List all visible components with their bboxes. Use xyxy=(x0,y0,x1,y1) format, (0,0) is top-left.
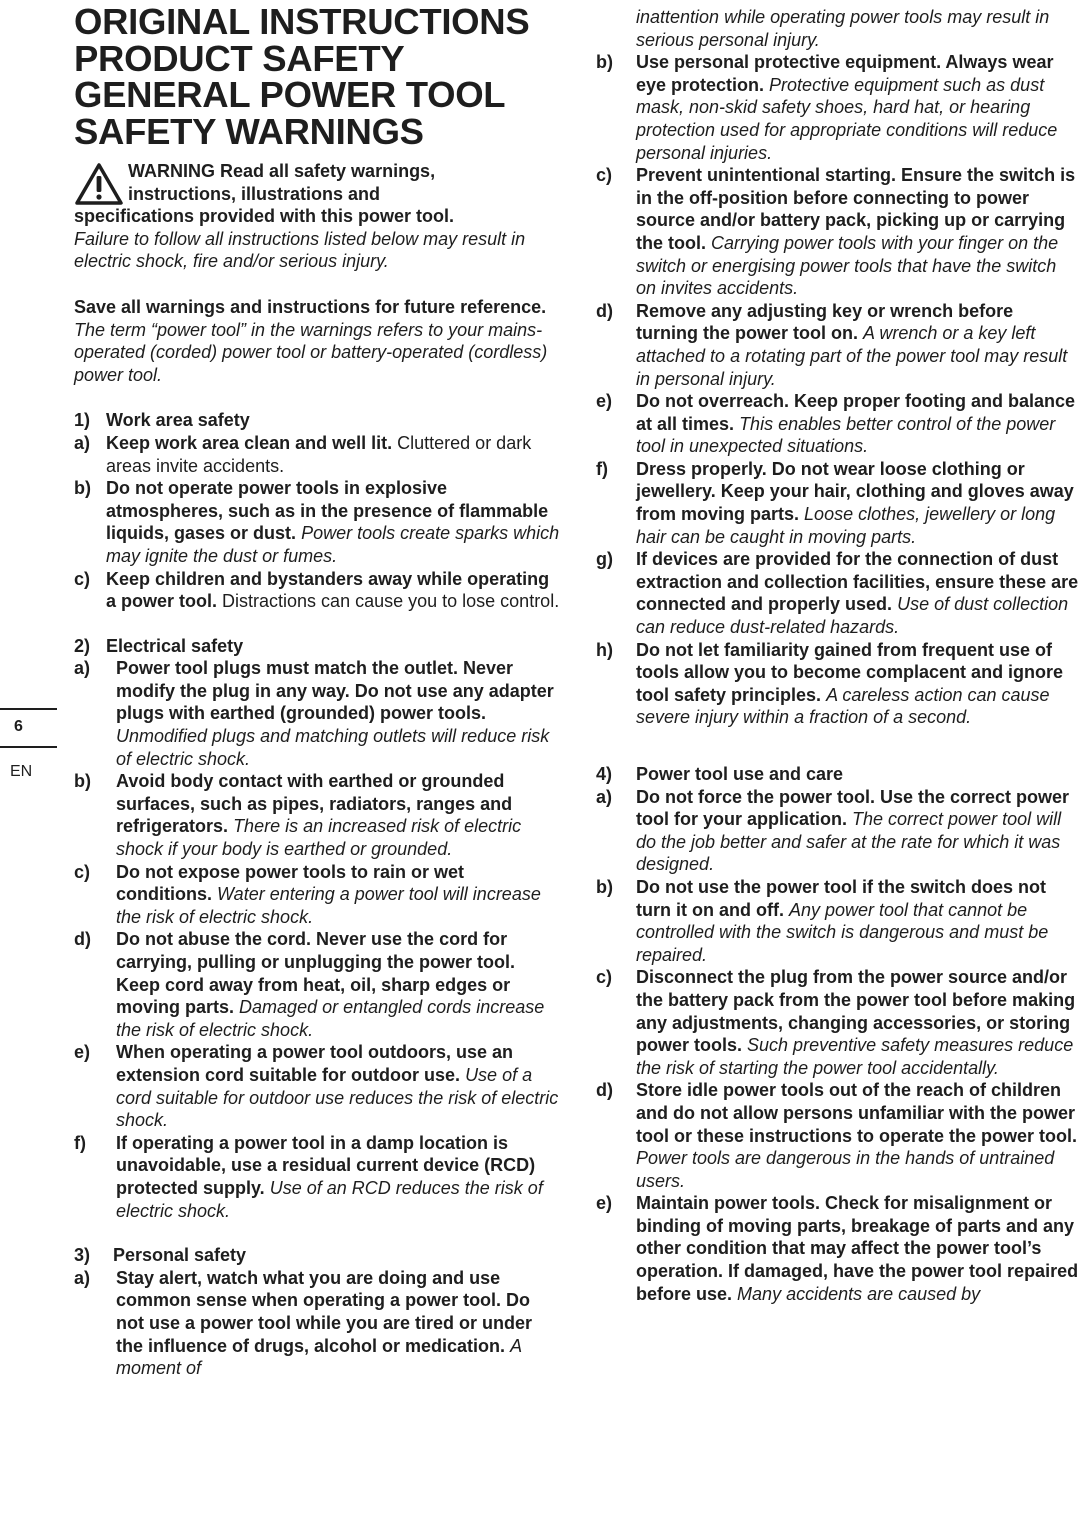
list-item xyxy=(74,432,560,477)
warning-heading: WARNING Read all safety warnings, xyxy=(128,161,436,181)
section-number: 2) xyxy=(74,635,91,656)
item-bold: Do not overreach. Keep proper footing and balance at all times. xyxy=(636,391,1076,434)
section-heading xyxy=(74,635,560,658)
item-label: g) xyxy=(596,549,613,570)
item-bold: Keep children and bystanders away while operating a power tool. xyxy=(106,568,550,612)
section-number: 1) xyxy=(74,410,91,431)
list-item xyxy=(596,1192,1080,1305)
item-label: d) xyxy=(596,1080,613,1101)
list-item xyxy=(74,1267,560,1380)
item-bold: Do not expose power tools to rain or wet conditions. xyxy=(116,861,465,905)
list-item xyxy=(74,657,560,770)
list-item xyxy=(74,770,560,860)
item-bold: Disconnect the plug from the power source and/or the battery pack from the power tool before making any adjustments, changing accessories, or storing power tools. xyxy=(636,967,1076,1056)
item-bold: Do not abuse the cord. Never use the cord for carrying, pulling or unplugging the power tool. Keep cord away from heat, oil, sharp edges or moving parts. xyxy=(116,929,515,1018)
list-item xyxy=(596,876,1080,966)
item-text: Use of a cord suitable for outdoor use reduces the risk of electric shock. xyxy=(116,1064,559,1131)
list-item xyxy=(596,786,1080,876)
power-tool-definition: The term “power tool” in the warnings refers to your mains-operated (corded) power tool or battery-operated (cordless) power tool. xyxy=(74,319,548,385)
warning-triangle-icon xyxy=(74,162,124,206)
list-item xyxy=(74,928,560,1041)
item-label: e) xyxy=(74,1042,91,1063)
item-text: Unmodified plugs and matching outlets will reduce risk of electric shock. xyxy=(116,726,550,769)
item-bold: Do not operate power tools in explosive atmospheres, such as in the presence of flammable liquids, gases or dust. xyxy=(106,478,549,544)
title-line: ORIGINAL INSTRUCTIONS xyxy=(74,1,530,42)
section-title: Power tool use and care xyxy=(636,764,844,784)
list-item xyxy=(596,390,1080,458)
item-bold: Do not use the power tool if the switch does not turn it on and off. xyxy=(636,876,1047,920)
title-line: SAFETY WARNINGS xyxy=(74,110,424,152)
item-bold: Dress properly. Do not wear loose clothing or jewellery. Keep your hair, clothing and gloves away from moving parts. xyxy=(636,458,1074,525)
list-item xyxy=(596,458,1080,548)
item-text: The correct power tool will do the job better and safer at the rate for which it was designed. xyxy=(636,809,1062,875)
item-bold: Stay alert, watch what you are doing and use common sense when operating a power tool. Do not use a power tool while you are tired or under the influence of drugs, alcohol or medication. xyxy=(116,1267,533,1356)
list-item xyxy=(596,966,1080,1079)
item-text: Use of an RCD reduces the risk of electric shock. xyxy=(116,1177,543,1221)
title-line: PRODUCT SAFETY xyxy=(74,37,405,79)
item-label: a) xyxy=(74,432,91,453)
list-item xyxy=(74,568,560,613)
item-label: a) xyxy=(74,658,91,679)
item-text: Power tools create sparks which may ignite the dust or fumes. xyxy=(106,523,560,566)
item-text: Protective equipment such as dust mask, non-skid safety shoes, hard hat, or hearing protection used for appropriate conditions will reduce personal injuries. xyxy=(636,74,1058,163)
item-text: Loose clothes, jewellery or long hair can be caught in moving parts. xyxy=(636,504,1056,547)
section-number: 3) xyxy=(74,1245,91,1266)
list-item xyxy=(596,51,1080,164)
item-bold: Maintain power tools. Check for misalignment or binding of moving parts, breakage of parts and any other condition that may affect the power tool’s operation. If damaged, have the power tool repaired before use. xyxy=(636,1193,1079,1304)
item-bold: Store idle power tools out of the reach of children and do not allow persons unfamiliar with the power tool or these instructions to operate the power tool. xyxy=(636,1080,1078,1146)
item-text: Distractions can cause you to lose control. xyxy=(222,591,560,612)
item-label: e) xyxy=(596,391,613,412)
item-text: Such preventive safety measures reduce the risk of starting the power tool accidentally. xyxy=(636,1035,1074,1078)
item-label: c) xyxy=(74,568,91,589)
item-label: a) xyxy=(74,1267,91,1288)
list-item xyxy=(596,1079,1080,1192)
section-title: Electrical safety xyxy=(106,635,244,656)
item-text: Damaged or entangled cords increase the risk of electric shock. xyxy=(116,997,545,1040)
item-label: c) xyxy=(74,861,91,882)
list-item xyxy=(596,164,1080,300)
warning-heading: instructions, illustrations and xyxy=(128,183,381,204)
item-label: c) xyxy=(596,165,613,186)
item-text: Carrying power tools with your finger on the switch or energising power tools that have the switch on invites accidents. xyxy=(636,232,1059,299)
item-bold: Do not let familiarity gained from frequent use of tools allow you to become complacent and ignore tool safety principles. xyxy=(636,639,1064,705)
item-text: A wrench or a key left attached to a rotating part of the power tool may result in personal injury. xyxy=(636,323,1068,389)
item-label: e) xyxy=(596,1193,613,1214)
item-bold: Avoid body contact with earthed or grounded surfaces, such as pipes, radiators, ranges and refrigerators. xyxy=(116,771,513,837)
title-line: GENERAL POWER TOOL xyxy=(74,74,506,115)
item-bold: When operating a power tool outdoors, use an extension cord suitable for outdoor use. xyxy=(116,1042,514,1085)
save-instructions: Save all warnings and instructions for future reference. xyxy=(74,296,547,317)
item-text: Water entering a power tool will increase the risk of electric shock. xyxy=(116,884,541,927)
section-heading xyxy=(74,1244,560,1267)
list-item xyxy=(74,861,560,929)
item-label: b) xyxy=(596,52,613,73)
item-text: Power tools are dangerous in the hands of untrained users. xyxy=(636,1148,1055,1191)
item-bold: Use personal protective equipment. Always wear eye protection. xyxy=(636,52,1054,95)
item-text: Cluttered or dark areas invite accidents. xyxy=(106,432,532,476)
item-bold: Do not force the power tool. Use the correct power tool for your application. xyxy=(636,786,1070,830)
warning-block xyxy=(74,160,560,273)
list-item xyxy=(596,300,1080,390)
item-text: A careless action can cause severe injury within a fraction of a second. xyxy=(636,684,1050,728)
item-label: h) xyxy=(596,639,613,660)
section-title: Work area safety xyxy=(106,410,250,431)
item-text: A moment of xyxy=(116,1335,522,1379)
item-text: inattention while operating power tools may result in serious personal injury. xyxy=(636,7,1050,50)
item-label: b) xyxy=(74,771,91,792)
language-label: EN xyxy=(10,763,33,780)
item-bold: Prevent unintentional starting. Ensure the switch is in the off-position before connecting to power source and/or battery pack, picking up or carrying the tool. xyxy=(636,165,1076,253)
item-label: b) xyxy=(74,478,91,499)
warning-text: Failure to follow all instructions listed below may result in electric shock, fire and/or serious injury. xyxy=(74,228,526,272)
item-label: d) xyxy=(596,300,613,321)
section-number: 4) xyxy=(596,764,613,784)
list-item-continued xyxy=(596,6,1080,51)
item-text: This enables better control of the power tool in unexpected situations. xyxy=(636,413,1056,457)
item-label: d) xyxy=(74,929,91,950)
page-title xyxy=(74,1,560,152)
page-number: 6 xyxy=(14,718,23,735)
list-item xyxy=(74,477,560,567)
list-item xyxy=(596,639,1080,729)
item-label: f) xyxy=(596,458,608,479)
item-text: Many accidents are caused by xyxy=(737,1283,981,1304)
item-text: Any power tool that cannot be controlled with the switch is dangerous and must be repaired. xyxy=(636,899,1049,965)
list-item xyxy=(596,548,1080,638)
item-bold: If operating a power tool in a damp location is unavoidable, use a residual current device (RCD) protected supply. xyxy=(116,1132,536,1198)
item-label: c) xyxy=(596,967,613,988)
item-text: Use of dust collection can reduce dust-related hazards. xyxy=(636,594,1069,638)
section-heading xyxy=(74,409,560,432)
item-bold: Power tool plugs must match the outlet. Never modify the plug in any way. Do not use any adapter plugs with earthed (grounded) power tools. xyxy=(116,658,554,724)
list-item xyxy=(74,1132,560,1222)
item-bold: Remove any adjusting key or wrench before turning the power tool on. xyxy=(636,300,1014,344)
item-label: f) xyxy=(74,1132,86,1153)
section-heading xyxy=(596,763,1080,786)
item-text: There is an increased risk of electric shock if your body is earthed or grounded. xyxy=(116,816,522,860)
item-bold: If devices are provided for the connection of dust extraction and collection facilities, ensure these are connected and properly used. xyxy=(636,549,1079,615)
item-label: a) xyxy=(596,786,613,807)
left-column xyxy=(74,0,560,1380)
list-item xyxy=(74,1041,560,1131)
item-label: b) xyxy=(596,876,613,897)
section-title: Personal safety xyxy=(113,1245,247,1266)
page-number-tab xyxy=(0,708,57,748)
warning-heading: specifications provided with this power tool. xyxy=(74,206,455,227)
right-column xyxy=(596,6,1080,1305)
item-bold: Keep work area clean and well lit. xyxy=(106,432,393,453)
